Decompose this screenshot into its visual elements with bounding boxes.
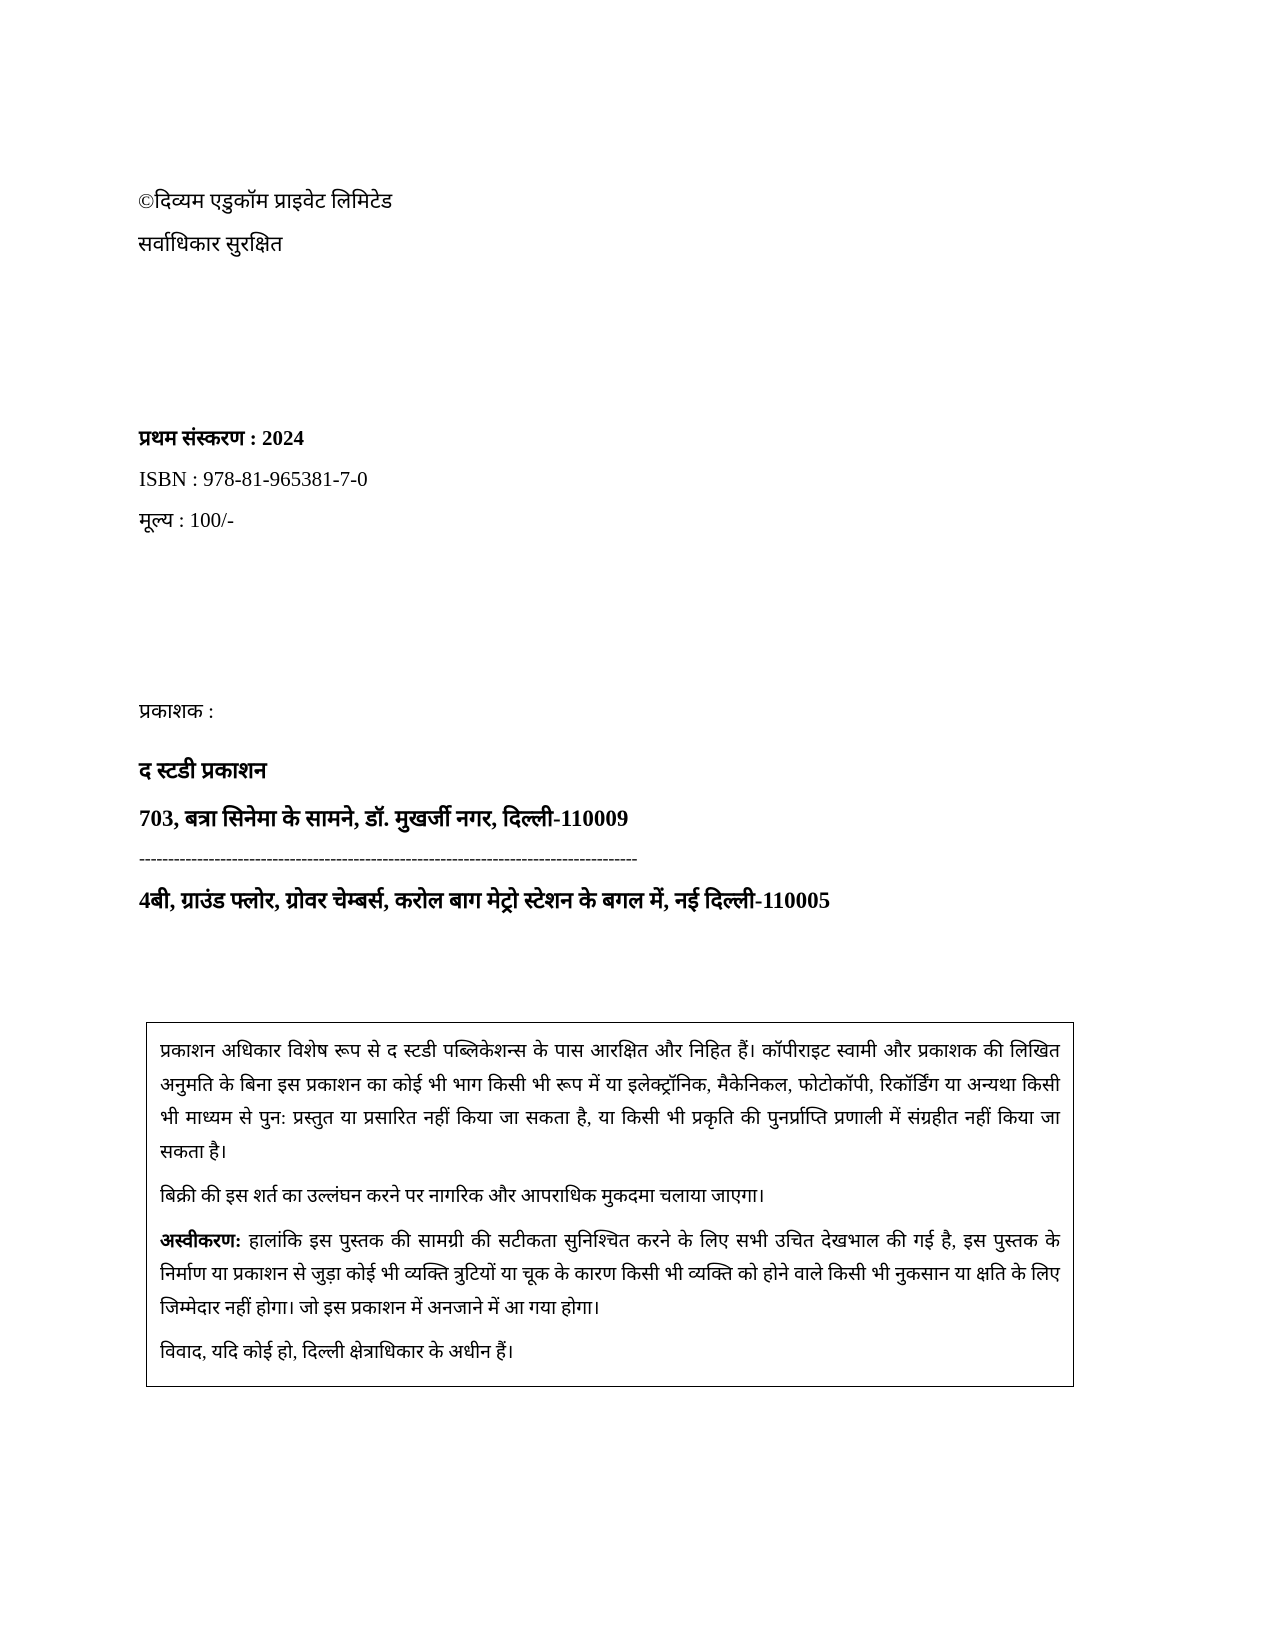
publisher-name: द स्टडी प्रकाशन [139,758,267,783]
copyright-block [138,180,838,266]
publisher-address-secondary: 4बी, ग्राउंड फ्लोर, ग्रोवर चेम्बर्स, करोल बाग मेट्रो स्टेशन के बगल में, नई दिल्ली-110005 [139,888,831,913]
disclaimer-text: हालांकि इस पुस्तक की सामग्री की सटीकता सुनिश्चित करने के लिए सभी उचित देखभाल की गई है, इस पुस्तक के निर्माण या प्रकाशन से जुड़ा कोई भी व्यक्ति त्रुटियों या चूक के कारण किसी भी व्यक्ति को होने वाले किसी भी नुकसान या क्षति के लिए जिम्मेदार नहीं होगा। जो इस प्रकाशन में अनजाने में आ गया होगा। [160,1230,1060,1319]
rights-reserved-line: सर्वाधिकार सुरक्षित [138,232,283,256]
disclaimer-label: अस्वीकरण: [160,1230,242,1252]
edition-label: प्रथम संस्करण : [139,426,262,450]
publisher-block [139,695,1119,921]
legal-paragraph-prosecution: बिक्री की इस शर्त का उल्लंघन करने पर नागरिक और आपराधिक मुकदमा चलाया जाएगा। [160,1186,765,1207]
legal-paragraph-disclaimer [160,1225,1060,1326]
edition-block [139,418,839,541]
legal-paragraph-jurisdiction: विवाद, यदि कोई हो, दिल्ली क्षेत्राधिकार के अधीन हैं। [160,1342,514,1363]
publisher-label: प्रकाशक : [139,699,215,723]
publisher-address-primary: 703, बत्रा सिनेमा के सामने, डॉ. मुखर्जी नगर, दिल्ली-110009 [139,806,629,831]
edition-year: 2024 [261,426,304,450]
address-divider: -------------------------------------------------------------------------------------- [139,848,638,868]
isbn-line: ISBN : 978-81-965381-7-0 [139,467,368,491]
legal-paragraph-rights: प्रकाशन अधिकार विशेष रूप से द स्टडी पब्लिकेशन्स के पास आरक्षित और निहित हैं। कॉपीराइट स्वामी और प्रकाशक की लिखित अनुमति के बिना इस प्रकाशन का कोई भी भाग किसी भी रूप में या इलेक्ट्रॉनिक, मैकेनिकल, फोटोकॉपी, रिकॉर्डिंग या अन्यथा किसी भी माध्यम से पुन: प्रस्तुत या प्रसारित नहीं किया जा सकता है, या किसी भी प्रकृति की पुनर्प्राप्ति प्रणाली में संग्रहीत नहीं किया जा सकता है। [160,1041,1060,1163]
legal-notice-box [146,1022,1074,1387]
edition-line [139,418,839,459]
price-line: मूल्य : 100/- [139,508,234,532]
copyright-owner-line: ©दिव्यम एडुकॉम प्राइवेट लिमिटेड [138,189,393,213]
